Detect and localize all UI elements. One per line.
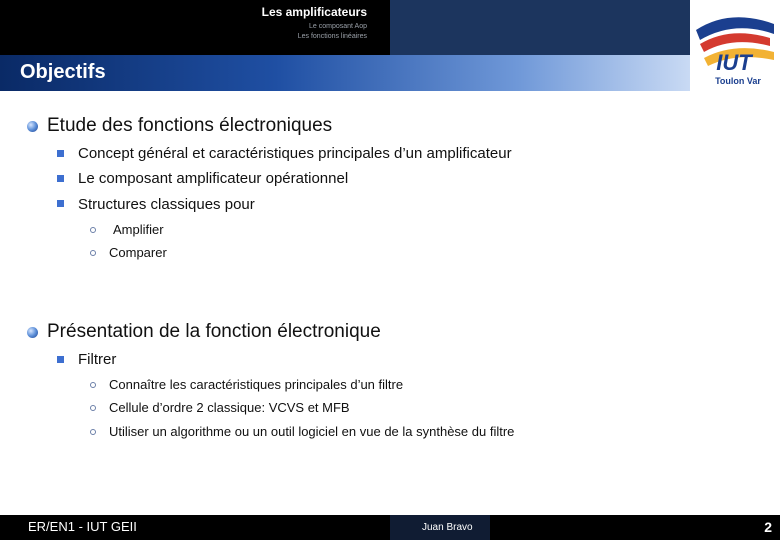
- circle-bullet-icon: [90, 429, 96, 435]
- bullet-icon: [27, 327, 38, 338]
- header-subtitle-1: Le composant Aop: [309, 23, 367, 30]
- circle-bullet-icon: [90, 382, 96, 388]
- sub-list-item: Connaître les caractéristiques principales d’un filtre: [109, 377, 404, 392]
- list-item: Concept général et caractéristiques principales d’un amplificateur: [78, 145, 512, 162]
- header-subtitle-2: Les fonctions linéaires: [297, 33, 367, 40]
- square-bullet-icon: [57, 175, 64, 182]
- logo-sub-text: Toulon Var: [715, 76, 761, 86]
- footer-author: Juan Bravo: [422, 522, 473, 533]
- list-item: Filtrer: [78, 351, 117, 368]
- header-title: Les amplificateurs: [261, 5, 367, 19]
- circle-bullet-icon: [90, 227, 96, 233]
- circle-bullet-icon: [90, 250, 96, 256]
- square-bullet-icon: [57, 356, 64, 363]
- slide-title: Objectifs: [20, 61, 106, 83]
- list-item: Structures classiques pour: [78, 196, 255, 213]
- page-number: 2: [764, 519, 772, 535]
- footer-course: ER/EN1 - IUT GEII: [28, 519, 137, 534]
- list-item: Le composant amplificateur opérationnel: [78, 170, 349, 187]
- square-bullet-icon: [57, 200, 64, 207]
- sub-list-item: Utiliser un algorithme ou un outil logiciel en vue de la synthèse du filtre: [109, 424, 515, 439]
- sub-list-item: Comparer: [109, 245, 167, 260]
- sub-list-item: Cellule d’ordre 2 classique: VCVS et MFB: [109, 400, 350, 415]
- bullet-icon: [27, 121, 38, 132]
- circle-bullet-icon: [90, 405, 96, 411]
- section-heading-2: Présentation de la fonction électronique: [47, 321, 381, 342]
- logo-main-text: IUT: [716, 50, 752, 75]
- section-heading-1: Etude des fonctions électroniques: [47, 115, 333, 136]
- square-bullet-icon: [57, 150, 64, 157]
- sub-list-item: Amplifier: [113, 222, 164, 237]
